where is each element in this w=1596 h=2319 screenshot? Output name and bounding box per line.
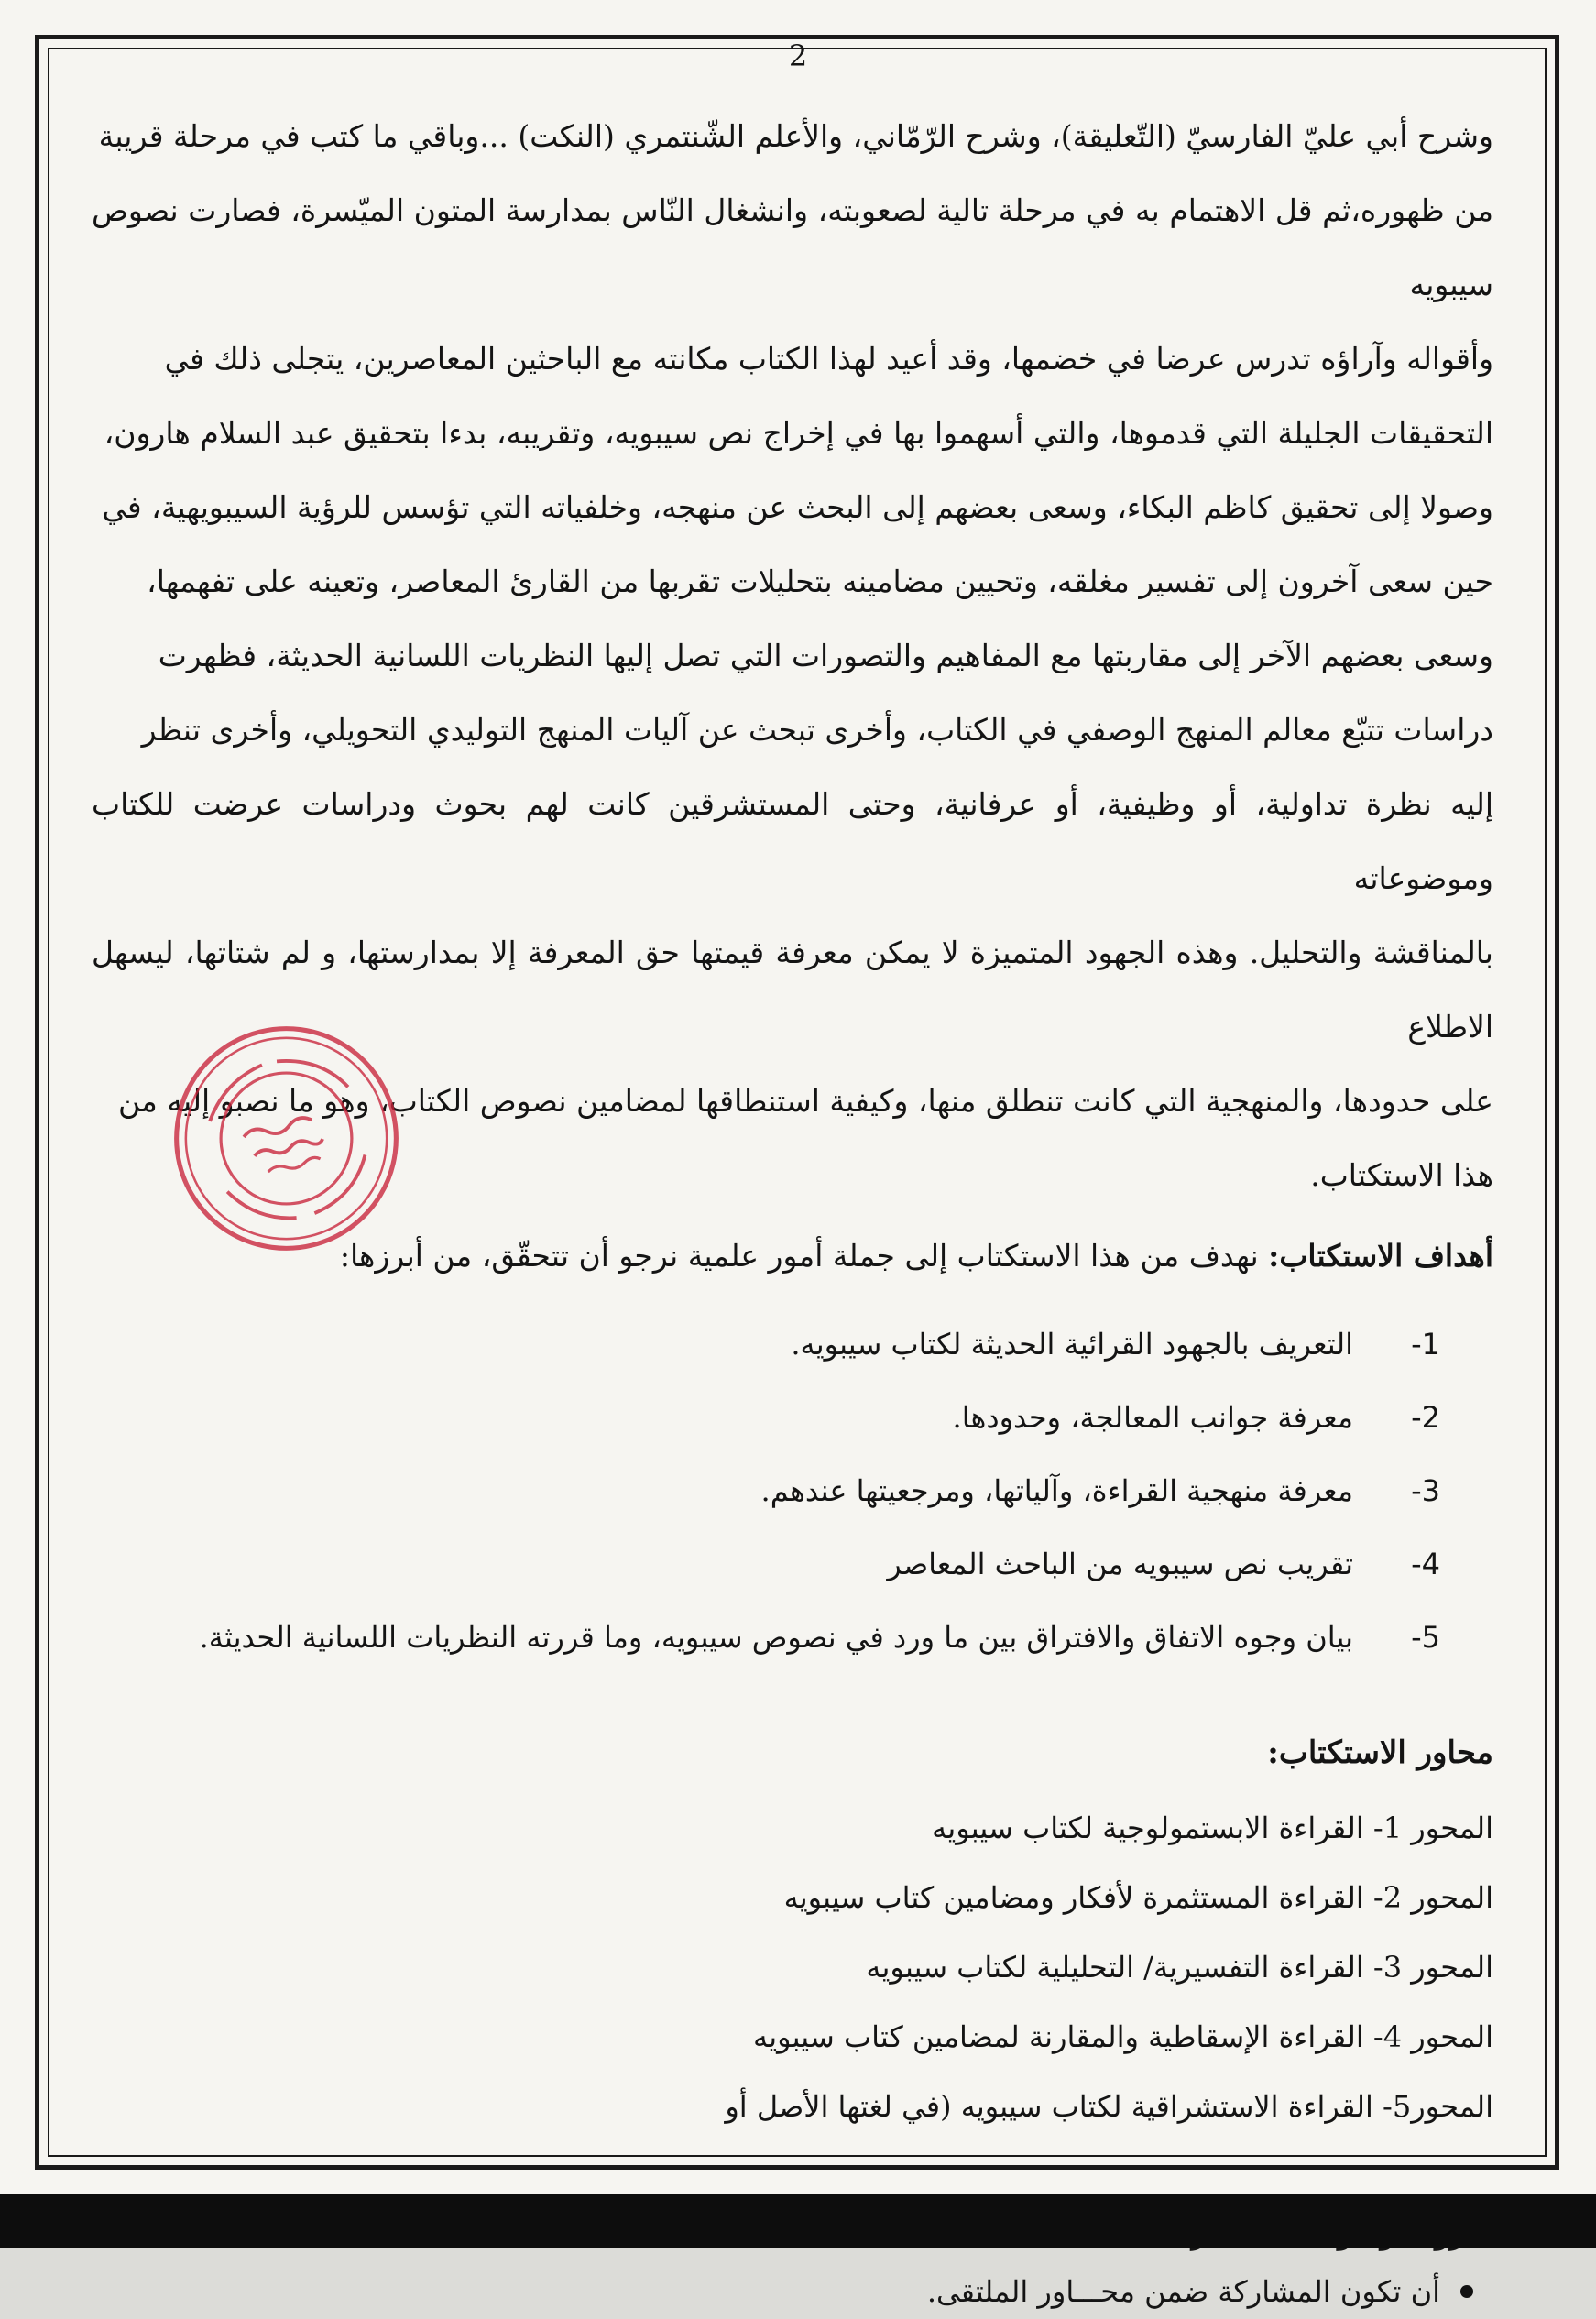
- axis-item: المحور 1- القراءة الابستمولوجية لكتاب سيبويه: [932, 1810, 1493, 1845]
- goal-text: معرفة منهجية القراءة، وآلياتها، ومرجعيتها عندهم.: [760, 1473, 1353, 1508]
- goals-heading-label: أهداف الاستكتاب:: [1268, 1238, 1493, 1274]
- goal-number: 1-: [1411, 1327, 1440, 1362]
- goals-list: [92, 1307, 1493, 1674]
- axis-item: المحور 3- القراءة التفسيرية/ التحليلية لكتاب سيبويه: [866, 1950, 1493, 1985]
- intro-line: بالمناقشة والتحليل. وهذه الجهود المتميزة لا يمكن معرفة قيمتها حق المعرفة إلا بمدارستها، و لم شتاتها، ليسهل الاطلاع: [92, 935, 1493, 1045]
- axes-heading: محاور الاستكتاب:: [1267, 1734, 1493, 1771]
- bullet-icon: [1460, 2285, 1473, 2298]
- goal-item: [92, 1381, 1493, 1454]
- goal-text: بيان وجوه الاتفاق والافتراق بين ما ورد في نصوص سيبويه، وما قررته النظريات اللسانية الحديثة.: [199, 1620, 1353, 1655]
- condition-item: [92, 2264, 1493, 2319]
- intro-line: دراسات تتبّع معالم المنهج الوصفي في الكتاب، وأخرى تبحث عن آليات المنهج التوليدي التحويلي، وأخرى تنظر: [141, 712, 1493, 748]
- goal-item: [92, 1307, 1493, 1381]
- goal-item: [92, 1454, 1493, 1527]
- intro-line: هذا الاستكتاب.: [1310, 1157, 1493, 1193]
- intro-line: إليه نظرة تداولية، أو وظيفية، أو عرفانية، وحتى المستشرقين كانت لهم بحوث ودراسات عرضت للكتاب وموضوعاته: [92, 786, 1493, 896]
- condition-text: أن تكون المشاركة ضمن محـــاور الملتقى.: [926, 2274, 1440, 2309]
- intro-line: وصولا إلى تحقيق كاظم البكاء، وسعى بعضهم إلى البحث عن منهجه، وخلفياته التي تؤسس للرؤية السيبويهية، في: [102, 489, 1493, 525]
- intro-line: حين سعى آخرون إلى تفسير مغلقه، وتحيين مضامينه بتحليلات تقربها من القارئ المعاصر، وتعينه على تفهمها،: [147, 563, 1493, 599]
- goal-number: 4-: [1411, 1547, 1440, 1581]
- goals-lead-text: نهدف من هذا الاستكتاب إلى جملة أمور علمية نرجو أن تتحقّق، من أبرزها:: [339, 1238, 1269, 1274]
- axis-item: المحور 2- القراءة المستثمرة لأفكار ومضامين كتاب سيبويه: [783, 1880, 1493, 1915]
- intro-line: التحقيقات الجليلة التي قدموها، والتي أسهموا بها في إخراج نص سيبويه، وتقريبه، بدءا بتحقيق عبد السلام هارون،: [104, 415, 1493, 451]
- goal-text: تقريب نص سيبويه من الباحث المعاصر: [887, 1547, 1353, 1581]
- goal-number: 2-: [1411, 1400, 1440, 1435]
- intro-line: وأقواله وآراؤه تدرس عرضا في خضمها، وقد أعيد لهذا الكتاب مكانته مع الباحثين المعاصرين، يتجلى ذلك في: [164, 341, 1493, 377]
- intro-line: وشرح أبي عليّ الفارسيّ (التّعليقة)، وشرح الرّمّاني، والأعلم الشّنتمري (النكت) ...وباقي ما كتب في مرحلة قريبة: [98, 118, 1493, 154]
- goal-number: 5-: [1411, 1620, 1440, 1655]
- intro-line: من ظهوره،ثم قل الاهتمام به في مرحلة تالية لصعوبته، وانشغال النّاس بمدارسة المتون الميّسرة، فصارت نصوص سيبويه: [92, 192, 1493, 302]
- goal-item: [92, 1527, 1493, 1601]
- goal-text: التعريف بالجهود القرائية الحديثة لكتاب سيبويه.: [791, 1327, 1353, 1362]
- axes-list: [92, 1793, 1493, 2141]
- goal-number: 3-: [1411, 1473, 1440, 1508]
- conditions-list: [92, 2264, 1493, 2319]
- page-number: 2: [788, 38, 808, 73]
- intro-line: على حدودها، والمنهجية التي كانت تنطلق منها، وكيفية استنطاقها لمضامين نصوص الكتاب، وهو ما نصبو إليه من: [118, 1083, 1493, 1119]
- axis-item: المحور5- القراءة الاستشراقية لكتاب سيبويه (في لغتها الأصل أو: [725, 2089, 1493, 2124]
- intro-line: وسعى بعضهم الآخر إلى مقاربتها مع المفاهيم والتصورات التي تصل إليها النظريات اللسانية الحديثة، فظهرت: [158, 638, 1493, 673]
- goal-text: معرفة جوانب المعالجة، وحدودها.: [952, 1400, 1353, 1435]
- scan-bottom-edge: [0, 2194, 1596, 2248]
- axis-item: المحور 4- القراءة الإسقاطية والمقارنة لمضامين كتاب سيبويه: [753, 2019, 1493, 2054]
- goal-item: [92, 1601, 1493, 1674]
